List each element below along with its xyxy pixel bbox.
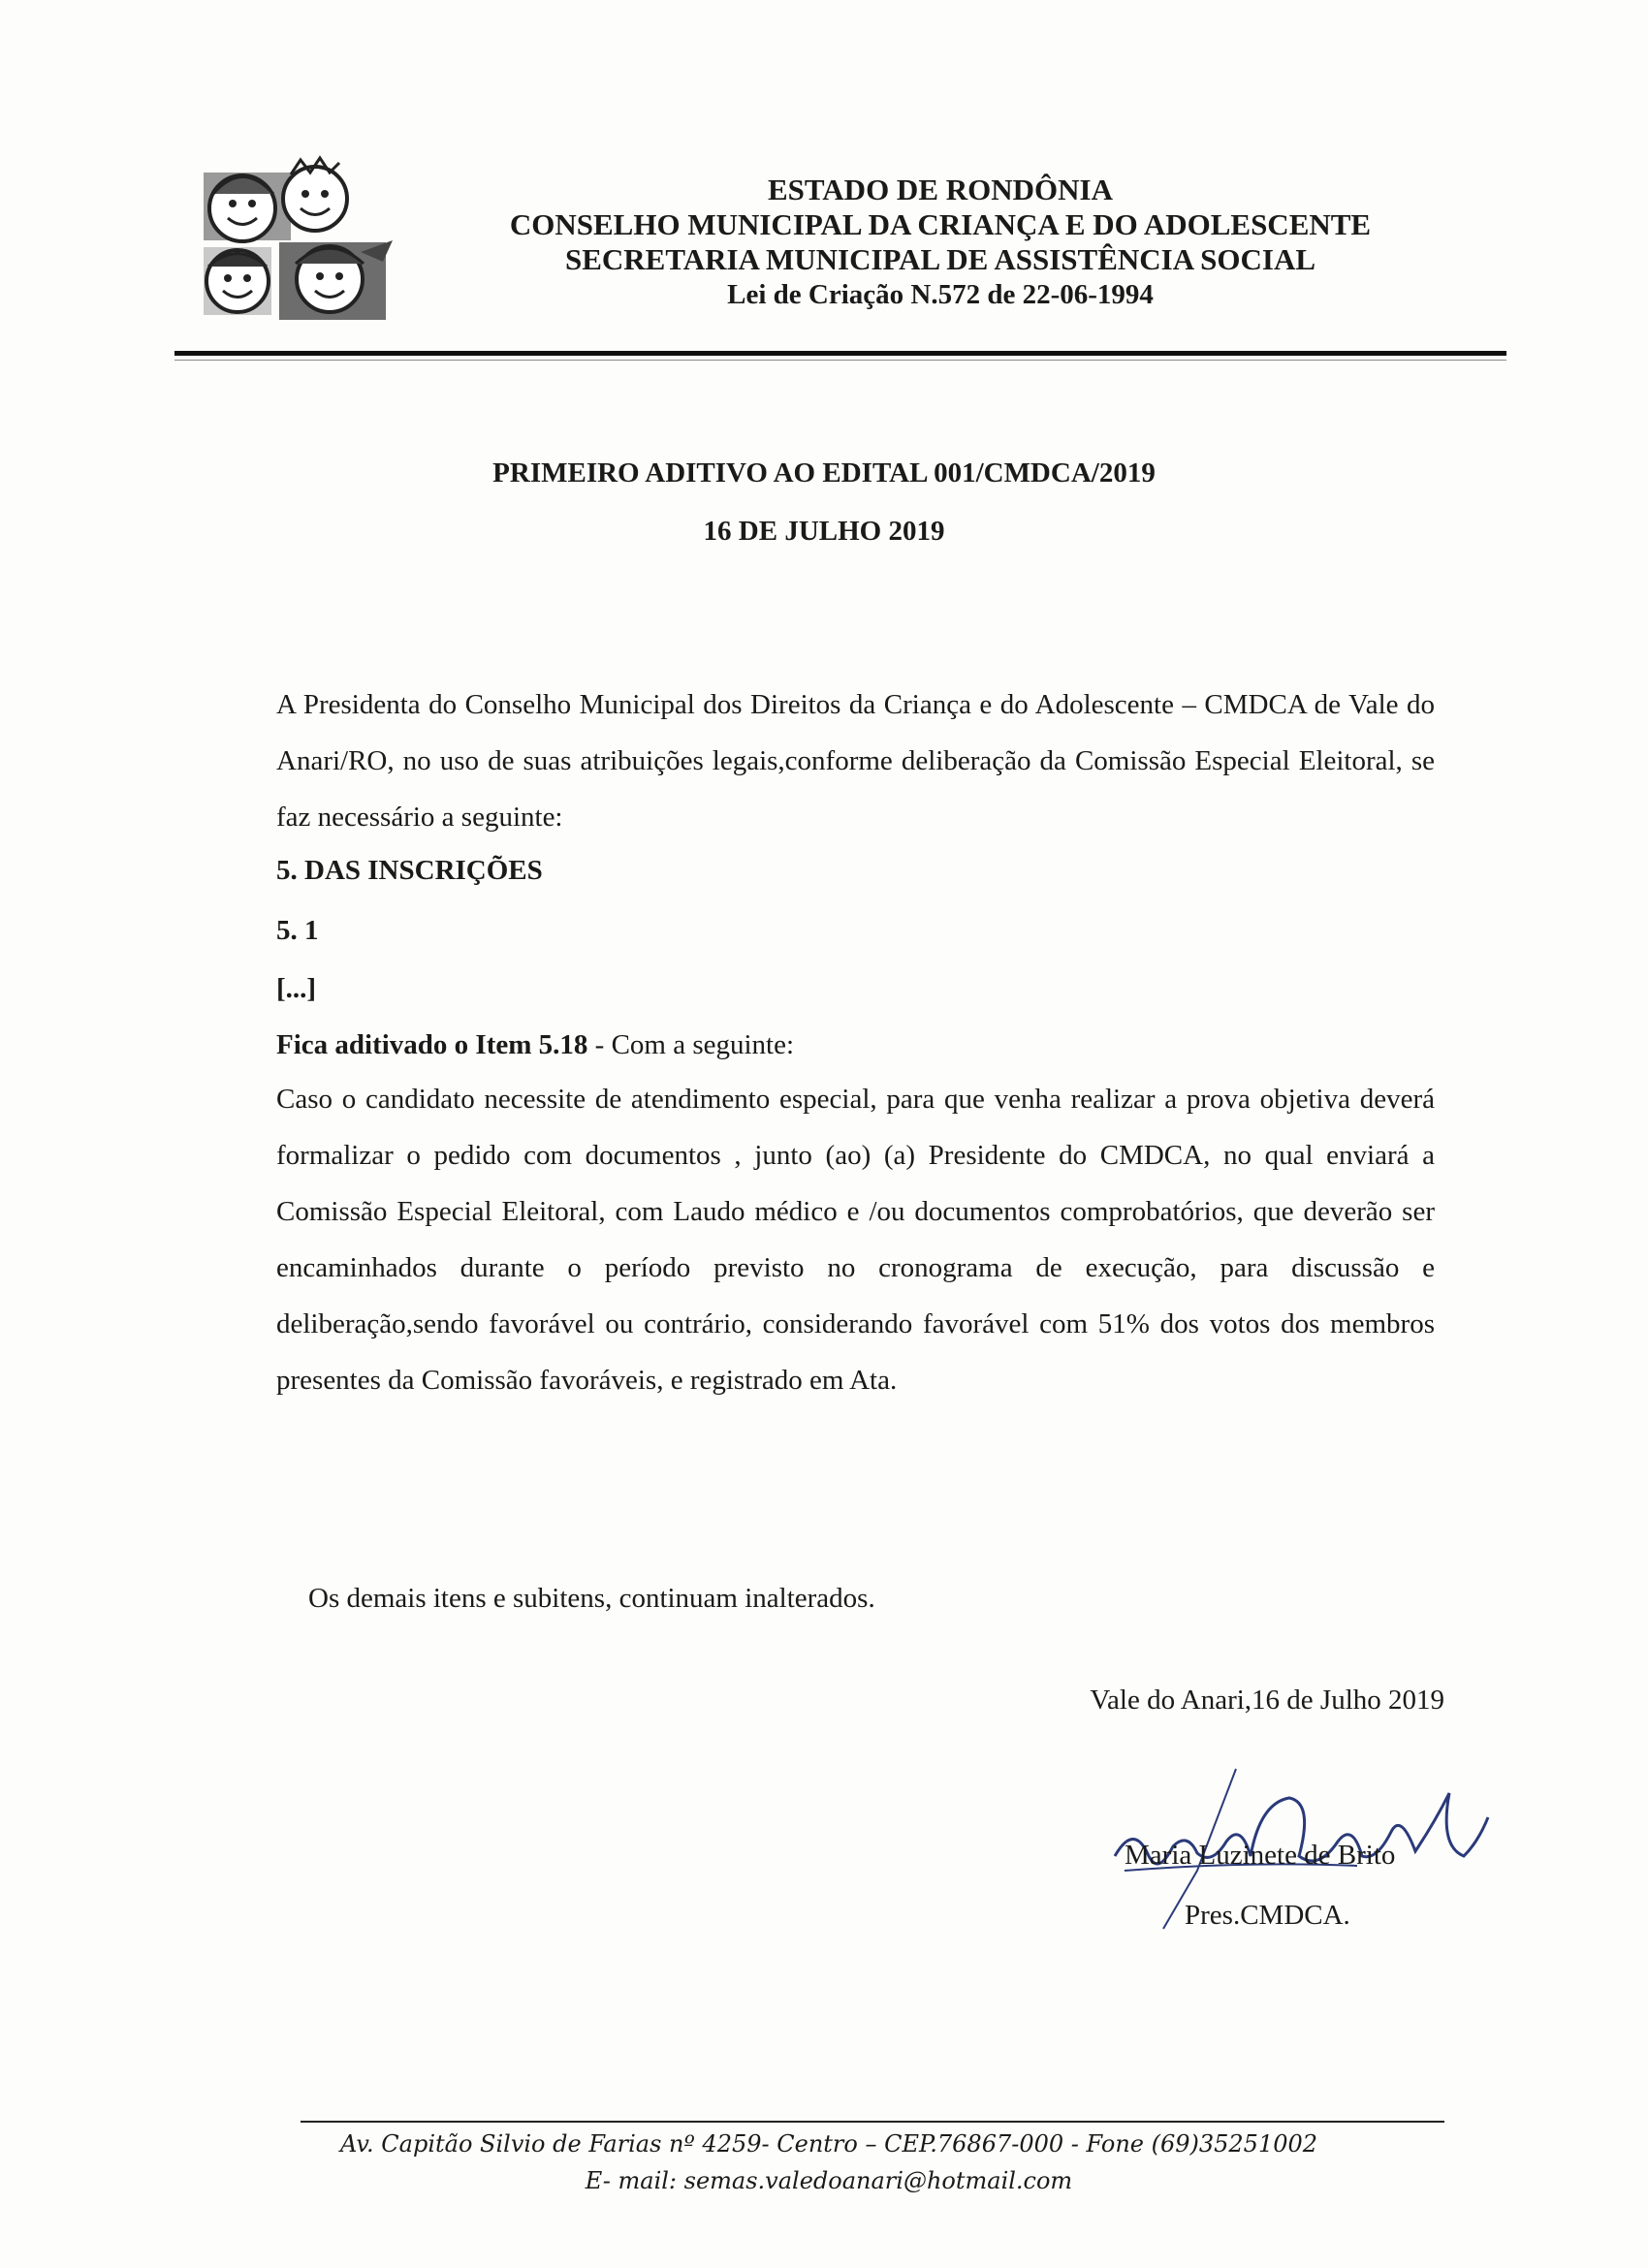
secretariat-name: SECRETARIA MUNICIPAL DE ASSISTÊNCIA SOCIAL	[564, 242, 1316, 276]
amendment-paragraph: Caso o candidato necessite de atendimento especial, para que venha realizar a prova objetiva deverá formalizar o pedido com documentos , junto (ao) (a) Presidente do CMDCA, no qual enviará a Comissão Especial Eleitoral, com Laudo médico e /ou documentos comprobatórios, que deverão ser encaminhados durante o período previsto no cronograma de execução, para discussão e deliberação,sendo favorável ou contrário, considerando favorável com 51% dos votos dos membros presentes da Comissão favoráveis, e registrado em Ata.	[276, 1084, 1435, 1396]
footer-divider	[301, 2121, 1444, 2123]
signer-role: Pres.CMDCA.	[1185, 1900, 1350, 1931]
document-title: PRIMEIRO ADITIVO AO EDITAL 001/CMDCA/2019	[492, 457, 1156, 488]
letterhead	[407, 173, 1474, 312]
children-faces-logo	[184, 155, 417, 330]
intro-paragraph: A Presidenta do Conselho Municipal dos Direitos da Criança e do Adolescente – CMDCA de Vale do Anari/RO, no uso de suas atribuições legais,conforme deliberação da Comissão Especial Eleitoral, se faz necessário a seguinte:	[276, 689, 1435, 833]
header-divider	[174, 351, 1506, 356]
closing-statement: Os demais itens e subitens, continuam inalterados.	[308, 1583, 875, 1614]
council-name: CONSELHO MUNICIPAL DA CRIANÇA E DO ADOLESCENTE	[509, 207, 1372, 241]
document-date: 16 DE JULHO 2019	[703, 516, 945, 547]
amendment-intro: - Com a seguinte:	[587, 1029, 795, 1060]
amendment-heading	[276, 1029, 794, 1061]
place-and-date: Vale do Anari,16 de Julho 2019	[1090, 1685, 1444, 1716]
footer-address: Av. Capitão Silvio de Farias nº 4259- Centro – CEP.76867-000 - Fone (69)35251002	[339, 2130, 1318, 2158]
amendment-item-label: Fica aditivado o Item 5.18	[276, 1029, 588, 1060]
signer-name: Maria Luzinete de Brito	[1125, 1840, 1396, 1871]
omission-marker: [...]	[276, 973, 317, 1004]
header-divider-thin	[174, 360, 1506, 361]
footer-email: E- mail: semas.valedoanari@hotmail.com	[585, 2167, 1073, 2194]
state-name: ESTADO DE RONDÔNIA	[768, 173, 1113, 206]
section-title: 5. DAS INSCRIÇÕES	[276, 855, 543, 886]
creation-law: Lei de Criação N.572 de 22-06-1994	[727, 279, 1154, 310]
subsection-number: 5. 1	[276, 915, 319, 946]
